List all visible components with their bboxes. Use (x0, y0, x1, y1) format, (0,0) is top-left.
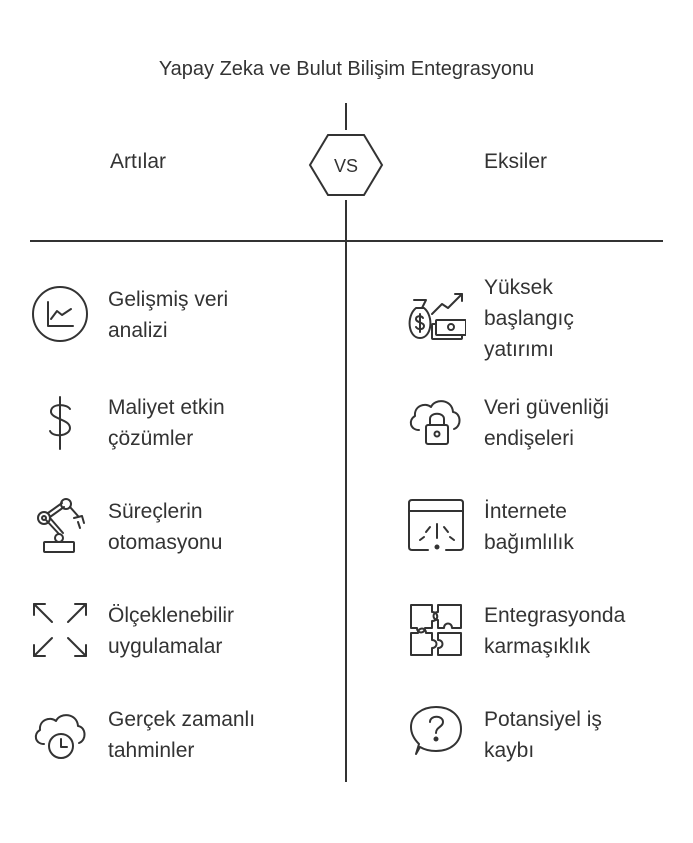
cons-item-high-investment (406, 272, 693, 365)
pros-heading: Artılar (110, 150, 167, 173)
cons-item-label: Veri güvenliği (484, 396, 609, 419)
pros-item-label: çözümler (108, 427, 194, 450)
cons-item-label: İnternete (484, 500, 567, 523)
pros-item-label: Süreçlerin (108, 500, 203, 523)
cons-item-internet-dependency (406, 496, 693, 558)
center-divider (345, 200, 347, 782)
pros-item-label: Ölçeklenebilir (108, 604, 235, 627)
cons-item-label: kaybı (484, 739, 535, 762)
pros-item-label: Gerçek zamanlı (108, 708, 256, 731)
money-growth-icon (406, 286, 466, 346)
pros-item-label: uygulamalar (108, 635, 223, 658)
pros-item-label: Gelişmiş veri (108, 288, 229, 311)
cons-item-label: bağımlılık (484, 531, 574, 554)
cons-heading: Eksiler (484, 150, 548, 173)
expand-arrows-icon (30, 600, 90, 660)
puzzle-icon (406, 600, 466, 660)
vs-label: VS (333, 156, 359, 176)
cons-item-label: başlangıç (484, 307, 574, 330)
browser-no-signal-icon (406, 496, 466, 556)
cons-item-label: Yüksek (484, 276, 553, 299)
pros-item-label: Maliyet etkin (108, 396, 225, 419)
question-bubble-icon (406, 704, 466, 764)
cons-item-data-security (406, 392, 693, 454)
pros-item-scalable (30, 600, 328, 662)
pros-item-cost-effective (30, 392, 328, 454)
cons-item-label: Entegrasyonda (484, 604, 626, 627)
cons-item-label: karmaşıklık (484, 635, 591, 658)
cons-item-job-loss (406, 704, 693, 766)
pros-item-advanced-analytics (30, 284, 328, 346)
cons-item-label: Potansiyel iş (484, 708, 602, 731)
cons-item-label: yatırımı (484, 338, 555, 361)
dollar-icon (30, 392, 90, 452)
cons-item-label: endişeleri (484, 427, 574, 450)
cloud-lock-icon (406, 392, 466, 452)
header-divider (30, 240, 663, 242)
pros-item-label: analizi (108, 319, 168, 342)
cons-item-integration-complexity (406, 600, 693, 662)
cloud-clock-icon (30, 704, 90, 764)
pros-item-label: tahminler (108, 739, 195, 762)
pros-item-label: otomasyonu (108, 531, 223, 554)
pros-item-automation (30, 496, 328, 558)
robot-arm-icon (30, 496, 90, 556)
vs-badge (306, 130, 386, 200)
center-divider-top (345, 103, 347, 130)
pros-item-realtime-predictions (30, 704, 328, 766)
page-title: Yapay Zeka ve Bulut Bilişim Entegrasyonu (158, 58, 535, 80)
line-chart-icon (30, 284, 90, 344)
